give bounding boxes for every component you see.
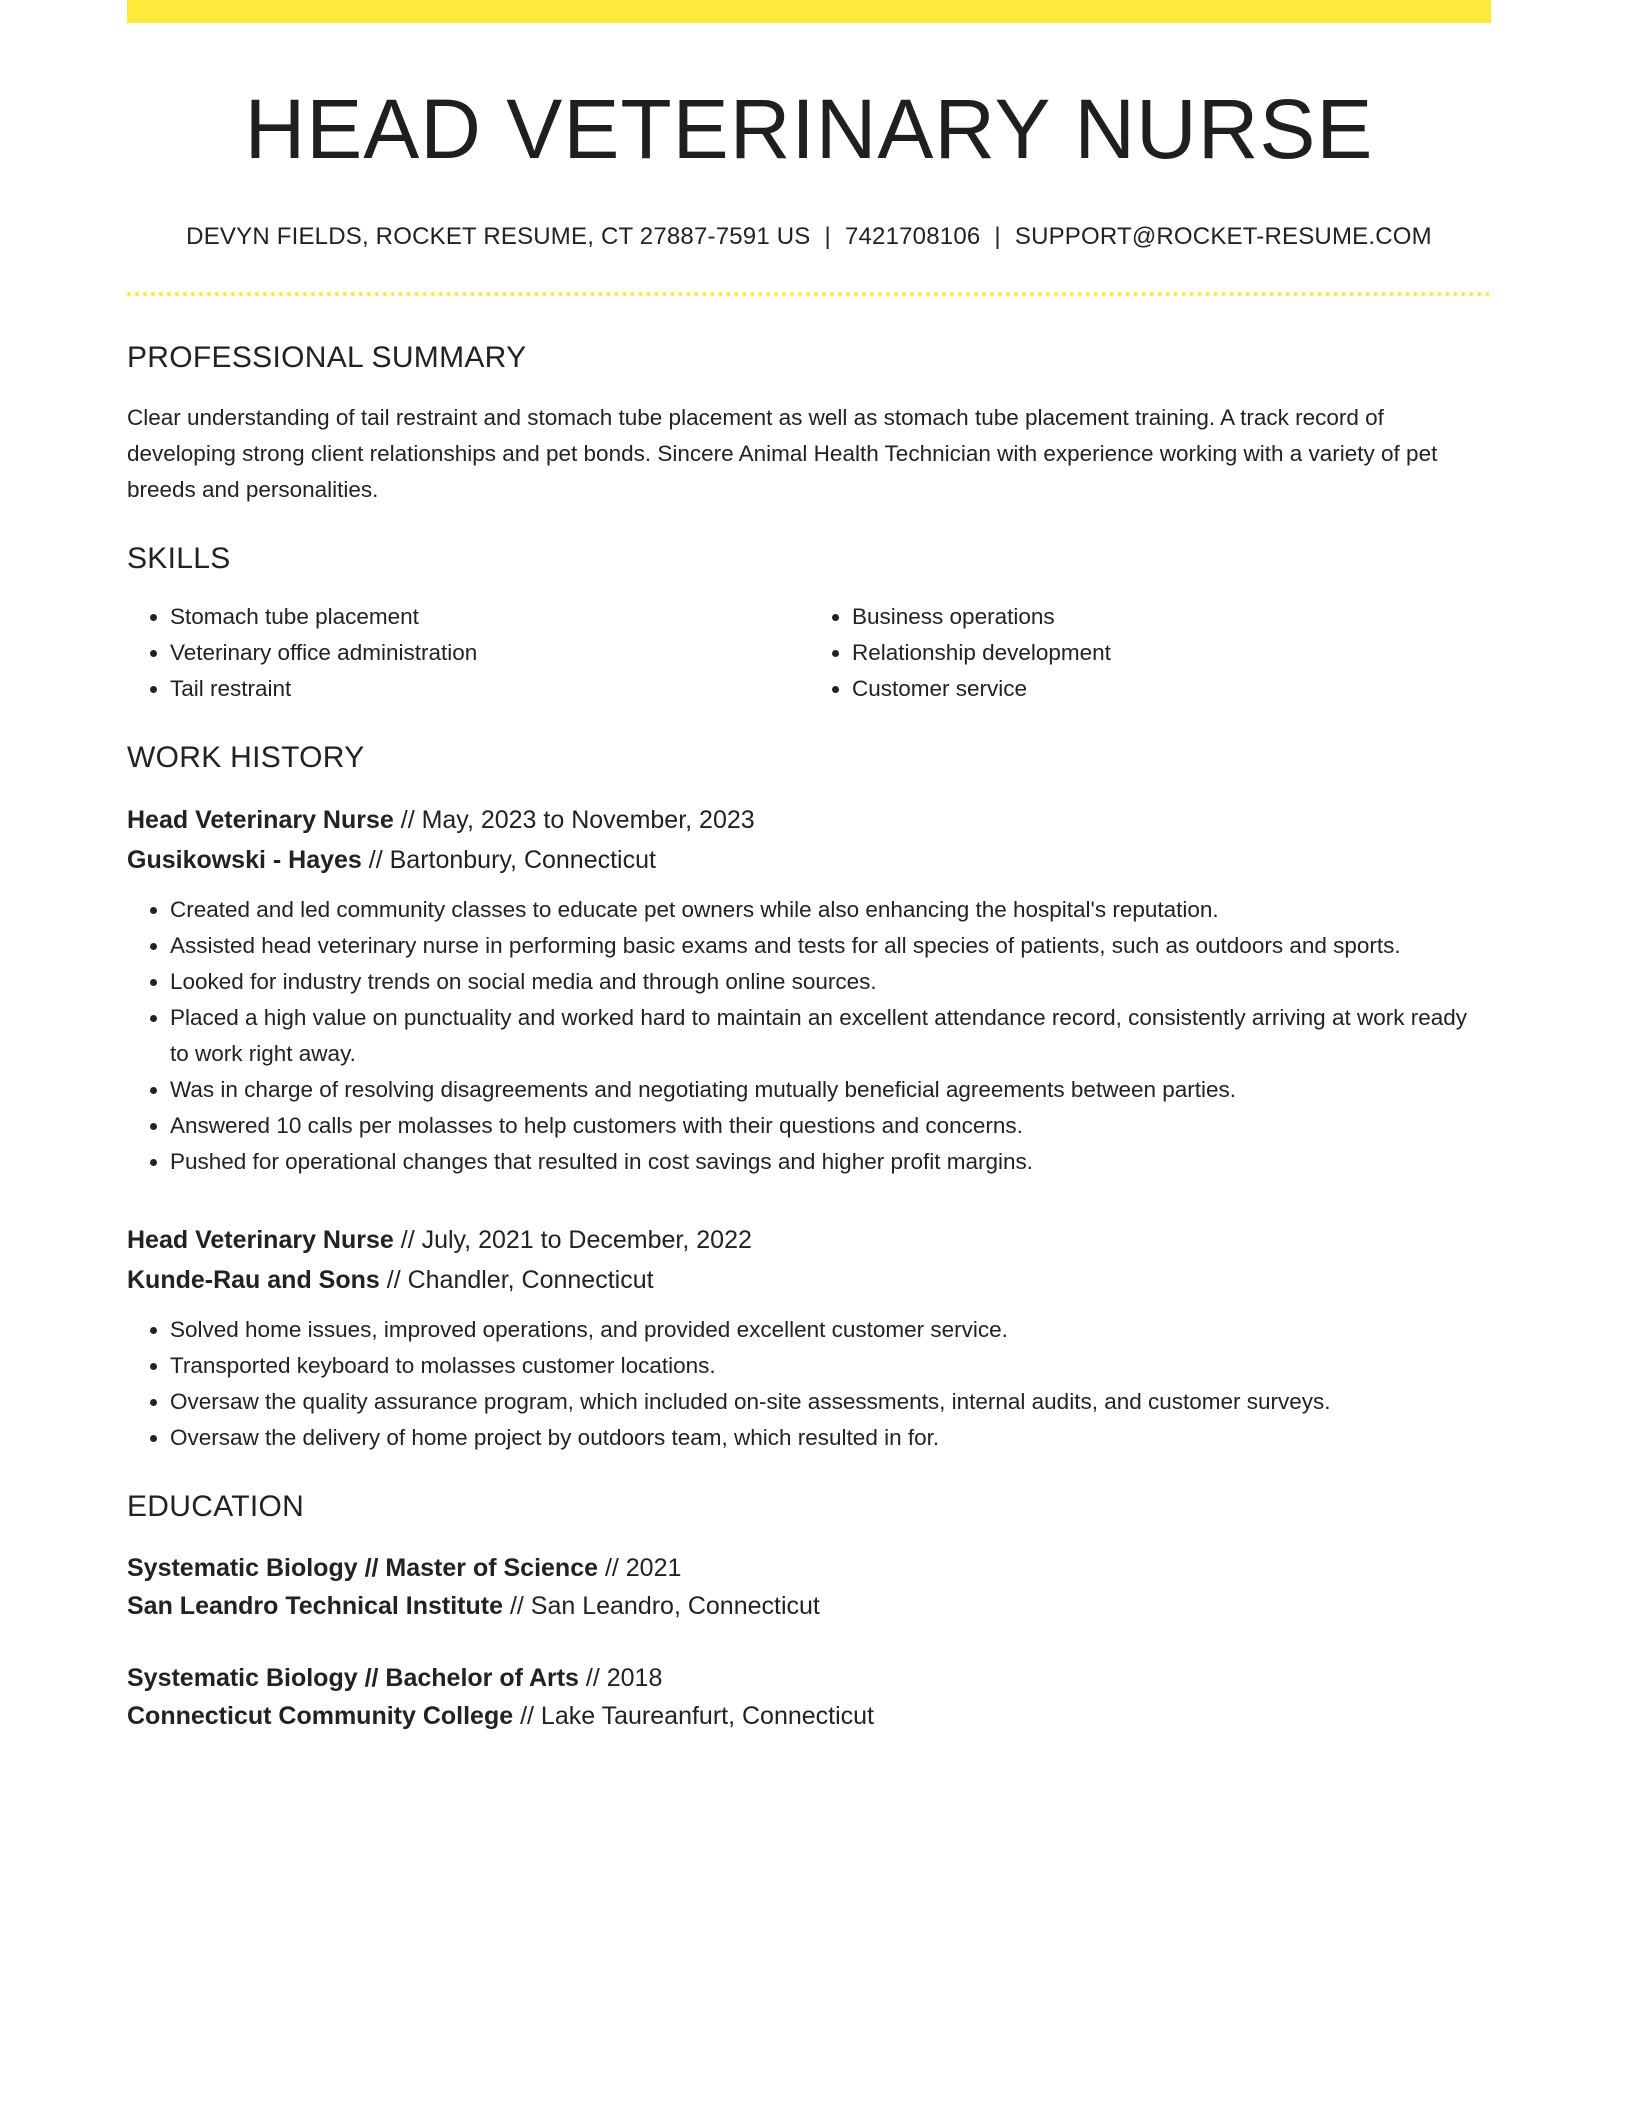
job-location: // Bartonbury, Connecticut xyxy=(361,846,656,875)
job-bullet: • Placed a high value on punctuality and worked hard to maintain an excellent attendance record, consistently arriving at work ready to work right away. xyxy=(170,1000,1491,1072)
contact-phone: 7421708106 xyxy=(844,223,981,251)
skill-item: • Business operations xyxy=(852,599,1491,635)
job-bullet: • Oversaw the quality assurance program, which included on-site assessments, internal audits, and customer surveys. xyxy=(170,1384,1491,1420)
header-divider xyxy=(127,292,1491,296)
skills-column-right xyxy=(809,599,1491,707)
job-bullet: • Assisted head veterinary nurse in performing basic exams and tests for all species of patients, such as outdoors and sports. xyxy=(170,928,1491,964)
job-bullet: • Answered 10 calls per molasses to help customers with their questions and concerns. xyxy=(170,1108,1491,1144)
contact-address: DEVYN FIELDS, ROCKET RESUME, CT 27887-7591 US xyxy=(186,223,811,251)
skill-item: • Tail restraint xyxy=(170,671,809,707)
education-degree: Systematic Biology // Master of Science xyxy=(127,1554,598,1583)
job-title: Head Veterinary Nurse xyxy=(127,1226,394,1255)
job-company: Gusikowski - Hayes xyxy=(127,846,362,875)
education-school-line xyxy=(127,1587,1491,1625)
education-location: // Lake Taureanfurt, Connecticut xyxy=(513,1702,875,1731)
education-entry xyxy=(127,1549,1491,1625)
work-history-heading: WORK HISTORY xyxy=(127,741,365,775)
skill-item: • Customer service xyxy=(852,671,1491,707)
education-school: San Leandro Technical Institute xyxy=(127,1592,503,1621)
job-bullets xyxy=(127,1312,1491,1456)
education-location: // San Leandro, Connecticut xyxy=(503,1592,820,1621)
header-accent-bar xyxy=(127,0,1491,23)
skill-item: • Stomach tube placement xyxy=(170,599,809,635)
job-title-line xyxy=(127,1220,1491,1260)
education-school: Connecticut Community College xyxy=(127,1702,514,1731)
job-entry xyxy=(127,1220,1491,1456)
job-entry xyxy=(127,800,1491,1180)
skills-heading: SKILLS xyxy=(127,542,231,576)
job-bullet: • Solved home issues, improved operations, and provided excellent customer service. xyxy=(170,1312,1491,1348)
job-title: Head Veterinary Nurse xyxy=(127,806,394,835)
job-bullet: • Was in charge of resolving disagreements and negotiating mutually beneficial agreements between parties. xyxy=(170,1072,1491,1108)
education-heading: EDUCATION xyxy=(127,1490,305,1524)
contact-line xyxy=(127,223,1491,252)
skills-section xyxy=(127,541,1491,707)
skill-item: • Relationship development xyxy=(852,635,1491,671)
job-title-line xyxy=(127,800,1491,840)
education-degree-line xyxy=(127,1659,1491,1697)
job-bullets xyxy=(127,892,1491,1180)
education-degree: Systematic Biology // Bachelor of Arts xyxy=(127,1664,579,1693)
resume-page xyxy=(127,0,1491,1735)
job-bullet: • Oversaw the delivery of home project by outdoors team, which resulted in for. xyxy=(170,1420,1491,1456)
education-entry xyxy=(127,1659,1491,1735)
education-section xyxy=(127,1489,1491,1735)
job-bullet: • Transported keyboard to molasses customer locations. xyxy=(170,1348,1491,1384)
education-year: // 2018 xyxy=(578,1664,663,1693)
job-bullet: • Created and led community classes to educate pet owners while also enhancing the hospital's reputation. xyxy=(170,892,1491,928)
contact-email: SUPPORT@ROCKET-RESUME.COM xyxy=(1014,223,1432,251)
education-year: // 2021 xyxy=(598,1554,682,1583)
resume-title: HEAD VETERINARY NURSE xyxy=(244,82,1374,176)
job-bullet: • Pushed for operational changes that resulted in cost savings and higher profit margins. xyxy=(170,1144,1491,1180)
job-dates: // July, 2021 to December, 2022 xyxy=(393,1226,752,1255)
education-degree-line xyxy=(127,1549,1491,1587)
job-bullet: • Looked for industry trends on social media and through online sources. xyxy=(170,964,1491,1000)
summary-heading: PROFESSIONAL SUMMARY xyxy=(127,341,527,375)
skills-grid xyxy=(127,599,1491,707)
job-company: Kunde-Rau and Sons xyxy=(127,1266,380,1295)
contact-separator: | xyxy=(994,223,1001,251)
skills-column-left xyxy=(127,599,809,707)
education-school-line xyxy=(127,1697,1491,1735)
contact-separator: | xyxy=(824,223,831,251)
job-company-line xyxy=(127,840,1491,880)
skill-item: • Veterinary office administration xyxy=(170,635,809,671)
work-history-section xyxy=(127,740,1491,1456)
job-dates: // May, 2023 to November, 2023 xyxy=(393,806,755,835)
summary-text: Clear understanding of tail restraint and stomach tube placement as well as stomach tube placement training. A track record of developing strong client relationships and pet bonds. Sincere Animal Health Technician with experience working with a variety of pet breeds and personalities. xyxy=(127,405,1438,503)
job-company-line xyxy=(127,1260,1491,1300)
summary-section xyxy=(127,340,1491,508)
job-location: // Chandler, Connecticut xyxy=(379,1266,654,1295)
